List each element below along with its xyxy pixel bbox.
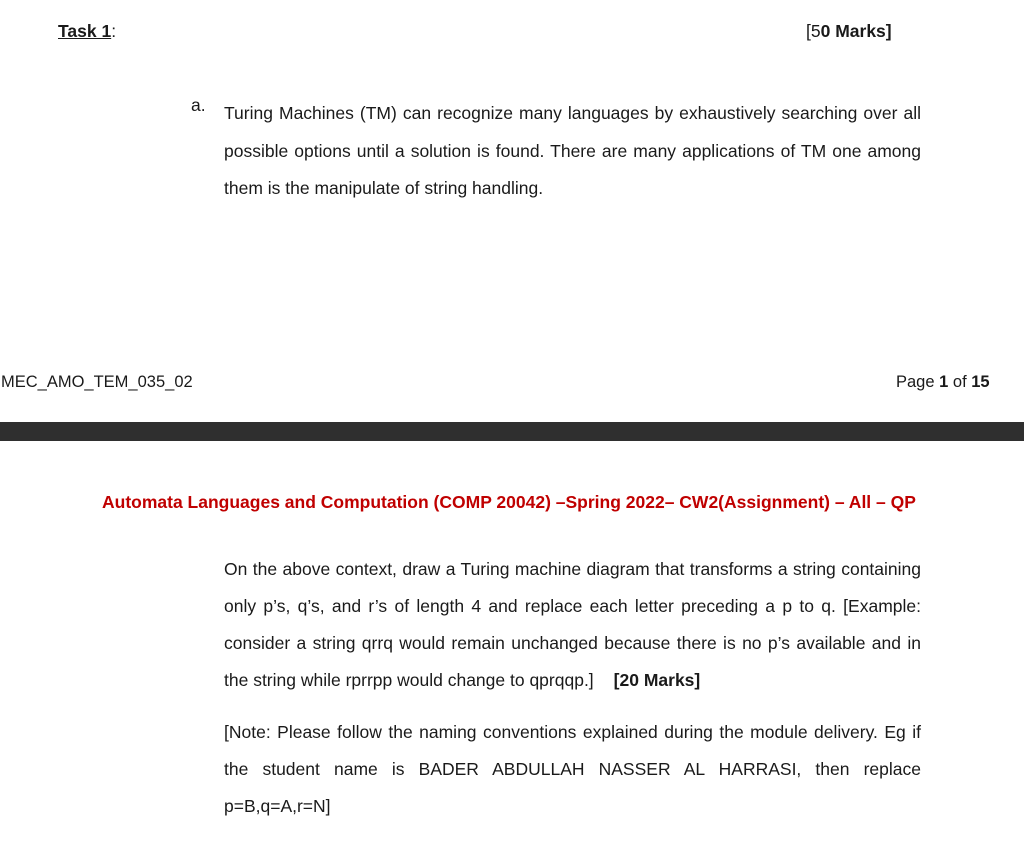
footer-document-code: MEC_AMO_TEM_035_02	[1, 373, 193, 391]
page-separator	[0, 422, 1024, 441]
note-paragraph: [Note: Please follow the naming conventions explained during the module delivery. Eg if the student name is BADER ABDULLAH NASSER AL HARRASI, then replace p=B,q=A,r=N]	[224, 722, 921, 816]
task-marks-bold: 0 Marks]	[820, 21, 892, 41]
task-marks-open: [5	[806, 21, 821, 41]
page-number	[896, 373, 990, 392]
task-colon: :	[111, 21, 117, 41]
task-marks	[806, 21, 892, 42]
page-current: 1	[939, 373, 949, 391]
question-marks: [20 Marks]	[613, 670, 701, 690]
question-text: On the above context, draw a Turing machine diagram that transforms a string containing only p’s, q’s, and r’s of length 4 and replace each letter preceding a p to q. [Example: consider a string qrrq would remain unchanged because there is no p’s available and in the string while rprrpp would change to qprqqp.]	[224, 559, 921, 690]
page-header-title: Automata Languages and Computation (COMP 20042) –Spring 2022– CW2(Assignment) – All – QP	[102, 492, 916, 512]
page-of: of	[948, 373, 972, 391]
page-total: 15	[971, 373, 990, 391]
page-prefix: Page	[896, 373, 940, 391]
task-title: Task 1	[58, 21, 112, 41]
item-a-paragraph: Turing Machines (TM) can recognize many languages by exhaustively searching over all possible options until a solution is found. There are many applications of TM one among them is the manipulate of string handling.	[224, 103, 921, 198]
question-paragraph	[224, 551, 921, 699]
task-heading	[58, 21, 116, 42]
item-a-letter: a.	[191, 95, 206, 115]
